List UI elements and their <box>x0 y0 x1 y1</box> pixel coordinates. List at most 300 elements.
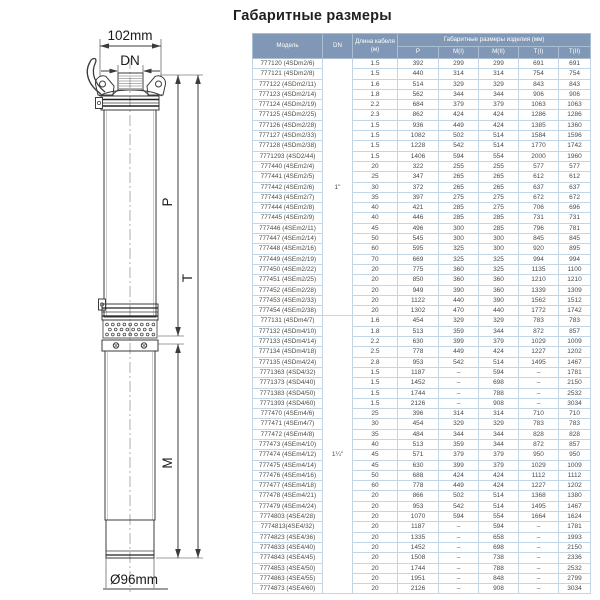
value-cell: 1368 <box>519 491 559 501</box>
model-cell: 777454 (4SEm2/38) <box>253 306 323 316</box>
value-cell: 20 <box>353 542 398 552</box>
model-cell: 777122 (4SDm2/11) <box>253 79 323 89</box>
value-cell: 1.6 <box>353 79 398 89</box>
value-cell: 1562 <box>519 295 559 305</box>
value-cell: 470 <box>439 306 479 316</box>
value-cell: 698 <box>479 378 519 388</box>
dim-label-t: T <box>180 273 195 283</box>
value-cell: 399 <box>439 460 479 470</box>
model-cell: 777442 (4SEm2/6) <box>253 182 323 192</box>
model-cell: 7771373 (4SD4/40) <box>253 378 323 388</box>
value-cell: 20 <box>353 522 398 532</box>
table-row <box>253 192 591 202</box>
value-cell: 1596 <box>559 131 591 141</box>
value-cell: 424 <box>439 110 479 120</box>
value-cell: 314 <box>439 409 479 419</box>
model-cell: 777477 (4SEm4/18) <box>253 481 323 491</box>
value-cell: 50 <box>353 234 398 244</box>
value-cell: 514 <box>479 491 519 501</box>
value-cell: 20 <box>353 264 398 274</box>
value-cell: 754 <box>559 69 591 79</box>
value-cell: 514 <box>479 357 519 367</box>
table-row <box>253 326 591 336</box>
col-header-t2: T(II) <box>559 47 591 59</box>
table-row <box>253 59 591 69</box>
value-cell: 906 <box>559 89 591 99</box>
value-cell: 514 <box>398 79 439 89</box>
value-cell: 1286 <box>559 110 591 120</box>
value-cell: 314 <box>439 69 479 79</box>
value-cell: 828 <box>519 429 559 439</box>
value-cell: 1452 <box>398 542 439 552</box>
value-cell: 275 <box>479 192 519 202</box>
value-cell: 325 <box>479 254 519 264</box>
value-cell: 344 <box>479 89 519 99</box>
value-cell: 440 <box>439 295 479 305</box>
value-cell: – <box>439 378 479 388</box>
table-row <box>253 254 591 264</box>
table-row <box>253 512 591 522</box>
model-cell: 777452 (4SEm2/28) <box>253 285 323 295</box>
value-cell: 379 <box>439 100 479 110</box>
value-cell: 612 <box>519 172 559 182</box>
col-header-p: P <box>398 47 439 59</box>
value-cell: 1960 <box>559 151 591 161</box>
model-cell: 777121 (4SDm2/8) <box>253 69 323 79</box>
value-cell: 1406 <box>398 151 439 161</box>
value-cell: 360 <box>479 275 519 285</box>
value-cell: 45 <box>353 460 398 470</box>
value-cell: 265 <box>439 172 479 182</box>
value-cell: 1063 <box>519 100 559 110</box>
model-cell: 7774833 (4SE4/40) <box>253 542 323 552</box>
value-cell: 20 <box>353 295 398 305</box>
value-cell: 908 <box>479 584 519 594</box>
value-cell: 329 <box>439 79 479 89</box>
value-cell: 1385 <box>519 120 559 130</box>
value-cell: 424 <box>479 110 519 120</box>
model-cell: 777123 (4SDm2/14) <box>253 89 323 99</box>
value-cell: 299 <box>479 59 519 69</box>
table-row <box>253 264 591 274</box>
value-cell: 314 <box>479 69 519 79</box>
value-cell: 514 <box>479 141 519 151</box>
value-cell: 710 <box>559 409 591 419</box>
value-cell: 265 <box>479 182 519 192</box>
value-cell: 329 <box>479 79 519 89</box>
model-cell: 777120 (4SDm2/6) <box>253 59 323 69</box>
value-cell: 20 <box>353 306 398 316</box>
value-cell: 710 <box>519 409 559 419</box>
value-cell: – <box>439 542 479 552</box>
table-row <box>253 429 591 439</box>
col-header-m2: M(II) <box>479 47 519 59</box>
value-cell: 2.5 <box>353 347 398 357</box>
value-cell: 637 <box>559 182 591 192</box>
value-cell: 1380 <box>559 491 591 501</box>
value-cell: 379 <box>479 100 519 110</box>
table-row <box>253 563 591 573</box>
value-cell: 300 <box>439 223 479 233</box>
value-cell: 843 <box>519 79 559 89</box>
value-cell: 672 <box>519 192 559 202</box>
value-cell: 424 <box>479 120 519 130</box>
model-cell: 7774813(4SE4/32) <box>253 522 323 532</box>
value-cell: 577 <box>559 161 591 171</box>
value-cell: – <box>519 388 559 398</box>
value-cell: 514 <box>479 501 519 511</box>
model-cell: 777127 (4SDm2/33) <box>253 131 323 141</box>
value-cell: 775 <box>398 264 439 274</box>
value-cell: 2126 <box>398 398 439 408</box>
value-cell: 502 <box>439 491 479 501</box>
value-cell: 30 <box>353 419 398 429</box>
table-row <box>253 213 591 223</box>
table-row <box>253 89 591 99</box>
table-row <box>253 110 591 120</box>
table-row <box>253 285 591 295</box>
model-cell: 777134 (4SDm4/18) <box>253 347 323 357</box>
value-cell: 50 <box>353 470 398 480</box>
value-cell: 696 <box>559 203 591 213</box>
value-cell: 265 <box>479 172 519 182</box>
value-cell: – <box>519 398 559 408</box>
value-cell: 424 <box>479 481 519 491</box>
col-header-model: Модель <box>253 34 323 59</box>
table-row <box>253 439 591 449</box>
value-cell: 379 <box>479 460 519 470</box>
value-cell: 1495 <box>519 501 559 511</box>
value-cell: 778 <box>398 481 439 491</box>
value-cell: 936 <box>398 120 439 130</box>
value-cell: 1302 <box>398 306 439 316</box>
value-cell: 1029 <box>519 337 559 347</box>
value-cell: 554 <box>479 151 519 161</box>
value-cell: 1467 <box>559 501 591 511</box>
value-cell: 1309 <box>559 285 591 295</box>
model-cell: 777479 (4SEm4/24) <box>253 501 323 511</box>
value-cell: 344 <box>439 89 479 99</box>
table-row <box>253 337 591 347</box>
value-cell: 3034 <box>559 584 591 594</box>
value-cell: – <box>519 542 559 552</box>
value-cell: 454 <box>398 419 439 429</box>
value-cell: 1.5 <box>353 141 398 151</box>
value-cell: 906 <box>519 89 559 99</box>
value-cell: 783 <box>519 316 559 326</box>
model-cell: 777131 (4SDm4/7) <box>253 316 323 326</box>
table-row <box>253 532 591 542</box>
value-cell: 2126 <box>398 584 439 594</box>
value-cell: – <box>439 553 479 563</box>
value-cell: 845 <box>519 234 559 244</box>
value-cell: 862 <box>398 110 439 120</box>
value-cell: 1951 <box>398 573 439 583</box>
value-cell: 571 <box>398 450 439 460</box>
value-cell: 1228 <box>398 141 439 151</box>
value-cell: 637 <box>519 182 559 192</box>
value-cell: 843 <box>559 79 591 89</box>
value-cell: 672 <box>559 192 591 202</box>
table-row <box>253 234 591 244</box>
table-row <box>253 316 591 326</box>
value-cell: 25 <box>353 409 398 419</box>
model-cell: 777444 (4SEm2/8) <box>253 203 323 213</box>
value-cell: 440 <box>398 69 439 79</box>
value-cell: 788 <box>479 563 519 573</box>
value-cell: 60 <box>353 481 398 491</box>
value-cell: 545 <box>398 234 439 244</box>
value-cell: 1135 <box>519 264 559 274</box>
value-cell: 392 <box>398 59 439 69</box>
value-cell: 329 <box>439 419 479 429</box>
value-cell: 1029 <box>519 460 559 470</box>
dn-cell: 1" <box>323 59 353 316</box>
value-cell: – <box>439 398 479 408</box>
cable-clamp-top <box>96 98 103 109</box>
value-cell: 1187 <box>398 522 439 532</box>
value-cell: 594 <box>479 367 519 377</box>
value-cell: 360 <box>439 264 479 274</box>
discharge-port <box>118 73 143 90</box>
value-cell: 1.5 <box>353 120 398 130</box>
table-row <box>253 409 591 419</box>
value-cell: 1.8 <box>353 326 398 336</box>
value-cell: 344 <box>479 439 519 449</box>
table-row <box>253 79 591 89</box>
table-row <box>253 69 591 79</box>
dim-label-diameter: Ø96mm <box>109 572 159 587</box>
value-cell: 872 <box>519 439 559 449</box>
table-row <box>253 244 591 254</box>
model-cell: 7774863 (4SE4/55) <box>253 573 323 583</box>
value-cell: 866 <box>398 491 439 501</box>
table-row <box>253 100 591 110</box>
value-cell: 669 <box>398 254 439 264</box>
dim-label-dn: DN <box>120 53 140 68</box>
value-cell: 612 <box>559 172 591 182</box>
table-row <box>253 275 591 285</box>
model-cell: 777124 (4SDm2/19) <box>253 100 323 110</box>
value-cell: 449 <box>439 120 479 130</box>
value-cell: 20 <box>353 584 398 594</box>
model-cell: 777473 (4SEm4/10) <box>253 439 323 449</box>
value-cell: 1.5 <box>353 59 398 69</box>
model-cell: 777447 (4SEm2/14) <box>253 234 323 244</box>
table-row <box>253 357 591 367</box>
value-cell: 513 <box>398 326 439 336</box>
value-cell: – <box>439 388 479 398</box>
value-cell: 285 <box>439 203 479 213</box>
model-cell: 777135 (4SDm4/24) <box>253 357 323 367</box>
value-cell: 424 <box>479 470 519 480</box>
model-cell: 777449 (4SEm2/19) <box>253 254 323 264</box>
value-cell: 40 <box>353 439 398 449</box>
value-cell: 1742 <box>559 306 591 316</box>
value-cell: 40 <box>353 203 398 213</box>
value-cell: 379 <box>439 450 479 460</box>
table-row <box>253 542 591 552</box>
value-cell: 285 <box>479 223 519 233</box>
value-cell: 449 <box>439 481 479 491</box>
value-cell: 1210 <box>559 275 591 285</box>
value-cell: 265 <box>439 182 479 192</box>
value-cell: 895 <box>559 244 591 254</box>
col-header-t1: T(I) <box>519 47 559 59</box>
table-row <box>253 553 591 563</box>
value-cell: 1512 <box>559 295 591 305</box>
value-cell: 778 <box>398 347 439 357</box>
value-cell: 1082 <box>398 131 439 141</box>
value-cell: 325 <box>439 254 479 264</box>
value-cell: 796 <box>519 223 559 233</box>
value-cell: 1.6 <box>353 316 398 326</box>
model-cell: 777443 (4SEm2/7) <box>253 192 323 202</box>
value-cell: 2.3 <box>353 110 398 120</box>
model-cell: 777446 (4SEm2/11) <box>253 223 323 233</box>
table-row <box>253 398 591 408</box>
value-cell: 2532 <box>559 563 591 573</box>
model-cell: 7774853 (4SE4/50) <box>253 563 323 573</box>
value-cell: 1063 <box>559 100 591 110</box>
value-cell: 1.8 <box>353 89 398 99</box>
value-cell: 322 <box>398 161 439 171</box>
value-cell: 25 <box>353 172 398 182</box>
value-cell: 344 <box>439 429 479 439</box>
value-cell: – <box>439 563 479 573</box>
value-cell: 1.5 <box>353 69 398 79</box>
model-cell: 777445 (4SEm2/9) <box>253 213 323 223</box>
value-cell: 857 <box>559 326 591 336</box>
value-cell: 1781 <box>559 367 591 377</box>
model-cell: 777126 (4SDm2/28) <box>253 120 323 130</box>
value-cell: 1112 <box>519 470 559 480</box>
value-cell: 994 <box>559 254 591 264</box>
model-cell: 7771293 (4SD2/44) <box>253 151 323 161</box>
value-cell: 1227 <box>519 481 559 491</box>
table-row <box>253 131 591 141</box>
value-cell: 594 <box>439 512 479 522</box>
value-cell: 1770 <box>519 141 559 151</box>
value-cell: 255 <box>479 161 519 171</box>
value-cell: 2532 <box>559 388 591 398</box>
value-cell: 449 <box>439 347 479 357</box>
value-cell: 1.5 <box>353 398 398 408</box>
dn-cell: 1¼" <box>323 316 353 594</box>
value-cell: 20 <box>353 491 398 501</box>
table-row <box>253 141 591 151</box>
table-row <box>253 182 591 192</box>
table-row <box>253 378 591 388</box>
value-cell: 781 <box>559 223 591 233</box>
value-cell: 1781 <box>559 522 591 532</box>
table-row <box>253 388 591 398</box>
value-cell: 691 <box>559 59 591 69</box>
model-cell: 777133 (4SDm4/14) <box>253 337 323 347</box>
value-cell: 344 <box>479 326 519 336</box>
table-row <box>253 419 591 429</box>
value-cell: 396 <box>398 409 439 419</box>
value-cell: 848 <box>479 573 519 583</box>
value-cell: 325 <box>479 264 519 274</box>
value-cell: 513 <box>398 439 439 449</box>
value-cell: – <box>519 584 559 594</box>
value-cell: 554 <box>479 512 519 522</box>
value-cell: 502 <box>439 131 479 141</box>
value-cell: – <box>519 367 559 377</box>
pump-diagram <box>0 0 245 600</box>
value-cell: 399 <box>439 337 479 347</box>
col-header-dn: DN <box>323 34 353 59</box>
table-row <box>253 573 591 583</box>
value-cell: 788 <box>479 388 519 398</box>
value-cell: 45 <box>353 223 398 233</box>
value-cell: 30 <box>353 182 398 192</box>
model-cell: 777125 (4SDm2/25) <box>253 110 323 120</box>
value-cell: 372 <box>398 182 439 192</box>
value-cell: 920 <box>519 244 559 254</box>
value-cell: 20 <box>353 573 398 583</box>
value-cell: 872 <box>519 326 559 336</box>
value-cell: 1508 <box>398 553 439 563</box>
value-cell: 35 <box>353 429 398 439</box>
value-cell: 40 <box>353 213 398 223</box>
value-cell: 300 <box>439 234 479 244</box>
value-cell: – <box>439 532 479 542</box>
value-cell: 20 <box>353 161 398 171</box>
table-row <box>253 306 591 316</box>
col-header-cable: Длина кабеля (м) <box>353 34 398 59</box>
value-cell: 684 <box>398 100 439 110</box>
value-cell: 20 <box>353 553 398 563</box>
value-cell: – <box>439 584 479 594</box>
value-cell: 783 <box>559 419 591 429</box>
value-cell: 1664 <box>519 512 559 522</box>
table-row <box>253 481 591 491</box>
table-row <box>253 460 591 470</box>
model-cell: 7771393 (4SD4/60) <box>253 398 323 408</box>
value-cell: 562 <box>398 89 439 99</box>
value-cell: 1210 <box>519 275 559 285</box>
value-cell: 397 <box>398 192 439 202</box>
value-cell: 594 <box>439 151 479 161</box>
value-cell: 950 <box>559 450 591 460</box>
value-cell: 594 <box>479 522 519 532</box>
value-cell: 908 <box>479 398 519 408</box>
table-row <box>253 203 591 213</box>
model-cell: 777470 (4SEm4/6) <box>253 409 323 419</box>
dim-label-m: M <box>160 457 175 469</box>
model-cell: 7774843 (4SE4/45) <box>253 553 323 563</box>
value-cell: 300 <box>479 244 519 254</box>
value-cell: 731 <box>519 213 559 223</box>
table-row <box>253 172 591 182</box>
value-cell: 285 <box>479 213 519 223</box>
value-cell: 20 <box>353 275 398 285</box>
value-cell: 325 <box>439 244 479 254</box>
value-cell: 424 <box>479 347 519 357</box>
value-cell: 20 <box>353 501 398 511</box>
value-cell: 329 <box>439 316 479 326</box>
value-cell: 390 <box>439 285 479 295</box>
model-cell: 7771363 (4SD4/32) <box>253 367 323 377</box>
value-cell: 850 <box>398 275 439 285</box>
table-row <box>253 584 591 594</box>
model-cell: 777475 (4SEm4/14) <box>253 460 323 470</box>
value-cell: 1744 <box>398 388 439 398</box>
value-cell: 329 <box>479 316 519 326</box>
value-cell: 706 <box>519 203 559 213</box>
